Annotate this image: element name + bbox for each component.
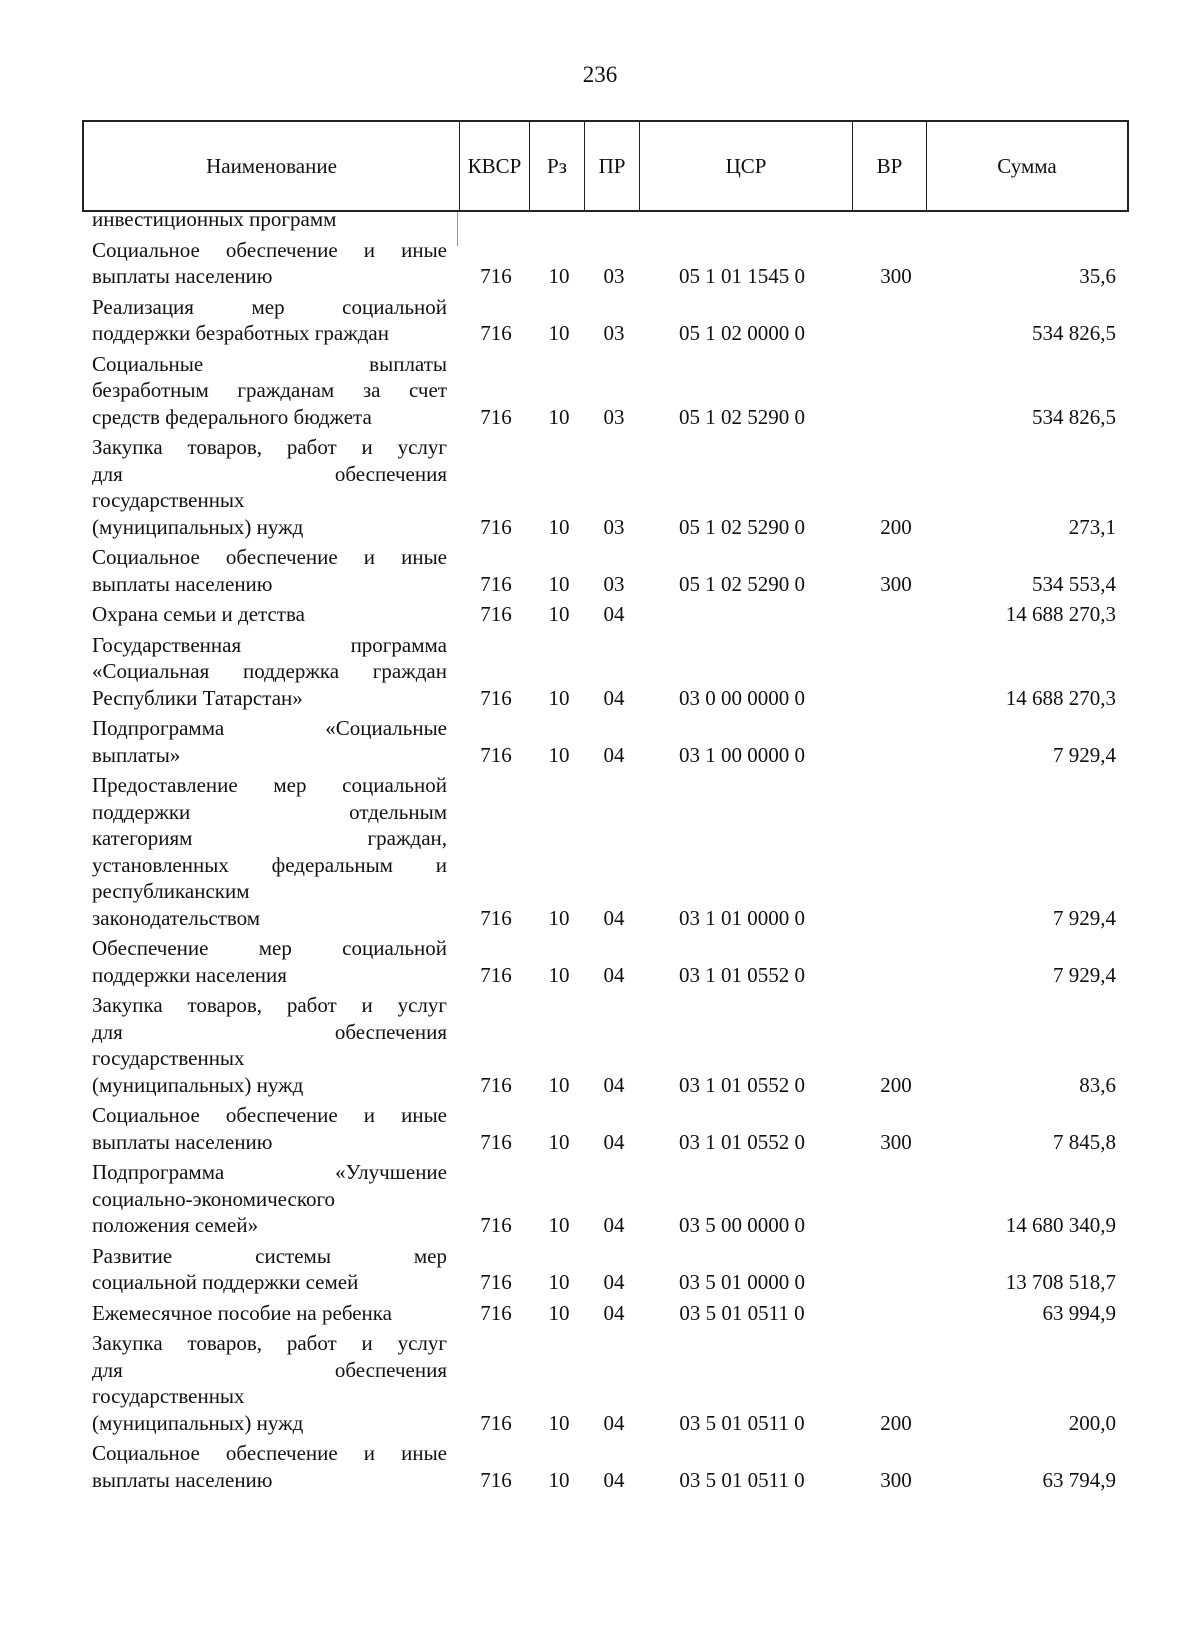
row-name-line: категориям граждан, <box>92 826 447 850</box>
row-name <box>92 601 447 628</box>
cell-sum: 7 929,4 <box>1053 905 1116 930</box>
cell-kvsr: 716 <box>480 264 512 288</box>
cell-kvsr: 716 <box>480 1129 512 1154</box>
row-name-line: Закупка товаров, работ и услуг <box>92 1331 447 1355</box>
row-name-line: Социальное обеспечение и иные <box>92 1103 447 1127</box>
cell-sum: 13 708 518,7 <box>1005 1270 1116 1294</box>
header-sum: Сумма <box>997 153 1057 178</box>
cell-sum: 83,6 <box>1079 1072 1116 1097</box>
cell-rz: 10 <box>548 571 570 596</box>
header-name: Наименование <box>84 122 460 210</box>
cell-sum: 14 688 270,3 <box>1005 602 1116 626</box>
cell-vr: 200 <box>880 1072 912 1097</box>
cell-vr: 300 <box>880 1467 912 1492</box>
row-name-line: для обеспечения <box>92 1019 447 1044</box>
cell-kvsr: 716 <box>480 1300 512 1325</box>
header-vr: ВР <box>853 122 927 210</box>
cell-rz: 10 <box>548 1270 570 1294</box>
cell-pr: 03 <box>603 264 625 288</box>
cell-csr: 05 1 02 5290 0 <box>679 404 805 429</box>
row-name <box>92 772 447 931</box>
cell-sum: 273,1 <box>1068 514 1116 539</box>
cell-rz: 10 <box>548 742 570 767</box>
cell-pr: 03 <box>603 571 625 596</box>
row-name-line: Реализация мер социальной <box>92 294 447 319</box>
cell-sum: 63 794,9 <box>1042 1467 1116 1492</box>
row-name-line: безработным гражданам за счет <box>92 378 447 402</box>
cell-csr: 03 1 01 0552 0 <box>679 1072 805 1097</box>
cell-pr: 04 <box>603 602 625 626</box>
row-name-line: республиканским <box>92 879 250 903</box>
cell-csr: 03 1 01 0552 0 <box>679 962 805 987</box>
row-name-line: законодательством <box>92 905 261 930</box>
row-name-line: (муниципальных) нужд <box>92 1410 304 1435</box>
cell-sum: 534 826,5 <box>1032 321 1116 345</box>
row-name-line: для обеспечения <box>92 461 447 486</box>
row-name <box>92 935 447 988</box>
cell-csr: 03 1 01 0552 0 <box>679 1129 805 1154</box>
cell-csr: 05 1 02 0000 0 <box>679 321 805 345</box>
cell-kvsr: 716 <box>480 962 512 987</box>
row-name <box>92 992 447 1098</box>
row-name <box>92 1102 447 1155</box>
cell-sum: 35,6 <box>1079 264 1116 288</box>
row-name-line: установленных федеральным и <box>92 852 447 877</box>
cell-csr: 05 1 02 5290 0 <box>679 571 805 596</box>
row-name-line: Обеспечение мер социальной <box>92 936 447 960</box>
cell-kvsr: 716 <box>480 1410 512 1435</box>
cell-kvsr: 716 <box>480 1213 512 1237</box>
cell-csr: 03 5 01 0511 0 <box>679 1467 805 1492</box>
row-name <box>92 544 447 597</box>
cell-rz: 10 <box>548 1467 570 1492</box>
cell-csr: 05 1 02 5290 0 <box>679 514 805 539</box>
cell-sum: 14 688 270,3 <box>1005 685 1116 710</box>
row-name-line: для обеспечения <box>92 1357 447 1382</box>
row-name <box>92 1300 447 1327</box>
row-name-line: выплаты населению <box>92 571 273 596</box>
row-name-line: Закупка товаров, работ и услуг <box>92 993 447 1017</box>
cell-sum: 534 826,5 <box>1032 404 1116 429</box>
cell-pr: 04 <box>603 1300 625 1325</box>
cell-rz: 10 <box>548 1129 570 1154</box>
cell-rz: 10 <box>548 404 570 429</box>
cell-sum: 7 929,4 <box>1053 742 1116 767</box>
cell-kvsr: 716 <box>480 602 512 626</box>
header-rz: Рз <box>530 122 585 210</box>
cell-rz: 10 <box>548 264 570 288</box>
cell-kvsr: 716 <box>480 1467 512 1492</box>
cell-rz: 10 <box>548 321 570 345</box>
cell-rz: 10 <box>548 1300 570 1325</box>
row-name-line: государственных <box>92 488 245 512</box>
row-name-line: положения семей» <box>92 1213 259 1237</box>
header-csr: ЦСР <box>640 122 853 210</box>
row-name <box>92 1440 447 1493</box>
cell-kvsr: 716 <box>480 1072 512 1097</box>
cell-vr: 200 <box>880 514 912 539</box>
row-name <box>92 237 447 290</box>
cell-pr: 04 <box>603 685 625 710</box>
row-name <box>92 632 447 712</box>
row-name-line: выплаты населению <box>92 264 273 288</box>
cell-pr: 03 <box>603 321 625 345</box>
row-name-line: Подпрограмма «Социальные <box>92 716 447 740</box>
row-name <box>92 715 447 768</box>
row-name-line: средств федерального бюджета <box>92 404 372 429</box>
row-name-line: Ежемесячное пособие на ребенка <box>92 1300 392 1325</box>
cell-kvsr: 716 <box>480 905 512 930</box>
cell-kvsr: 716 <box>480 404 512 429</box>
row-name-line: Закупка товаров, работ и услуг <box>92 435 447 459</box>
cell-kvsr: 716 <box>480 571 512 596</box>
row-name-line: выплаты населению <box>92 1129 273 1154</box>
cell-rz: 10 <box>548 962 570 987</box>
cell-pr: 04 <box>603 742 625 767</box>
row-name <box>92 434 447 540</box>
row-name-line: «Социальная поддержка граждан <box>92 659 447 683</box>
cell-rz: 10 <box>548 905 570 930</box>
cell-csr: 03 5 00 0000 0 <box>679 1213 805 1237</box>
cell-sum: 14 680 340,9 <box>1005 1213 1116 1237</box>
cell-csr: 03 5 01 0511 0 <box>679 1300 805 1325</box>
row-name-line: государственных <box>92 1384 245 1408</box>
cell-csr: 03 1 00 0000 0 <box>679 742 805 767</box>
row-name-line: инвестиционных программ <box>92 207 337 231</box>
row-name <box>92 1243 447 1296</box>
row-name-line: Республики Татарстан» <box>92 685 303 710</box>
row-name-line: поддержки населения <box>92 962 287 987</box>
row-name-line: Развитие системы мер <box>92 1243 447 1268</box>
cell-csr: 03 5 01 0000 0 <box>679 1270 805 1294</box>
cell-pr: 04 <box>603 905 625 930</box>
cell-pr: 04 <box>603 1213 625 1237</box>
header-kvsr: КВСР <box>460 122 530 210</box>
cell-kvsr: 716 <box>480 1270 512 1294</box>
row-name-line: выплаты» <box>92 742 181 767</box>
cell-csr: 03 5 01 0511 0 <box>679 1410 805 1435</box>
row-name-line: (муниципальных) нужд <box>92 1072 304 1097</box>
cell-sum: 7 845,8 <box>1053 1129 1116 1154</box>
cell-pr: 04 <box>603 1467 625 1492</box>
cell-vr: 300 <box>880 1129 912 1154</box>
row-name-line: поддержки безработных граждан <box>92 321 389 345</box>
cell-kvsr: 716 <box>480 321 512 345</box>
cell-pr: 03 <box>603 514 625 539</box>
cell-kvsr: 716 <box>480 514 512 539</box>
cell-kvsr: 716 <box>480 685 512 710</box>
row-name-line: Социальное обеспечение и иные <box>92 1441 447 1465</box>
cell-sum: 534 553,4 <box>1032 571 1116 596</box>
header-pr: ПР <box>585 122 640 210</box>
row-name-line: социальной поддержки семей <box>92 1270 359 1294</box>
row-name-line: (муниципальных) нужд <box>92 514 304 539</box>
cell-pr: 04 <box>603 1270 625 1294</box>
row-name-line: Социальное обеспечение и иные <box>92 545 447 569</box>
cell-pr: 04 <box>603 1410 625 1435</box>
row-name-line: государственных <box>92 1046 245 1070</box>
row-name <box>92 1159 447 1239</box>
cell-rz: 10 <box>548 1072 570 1097</box>
cell-pr: 04 <box>603 962 625 987</box>
cell-kvsr: 716 <box>480 742 512 767</box>
cell-rz: 10 <box>548 514 570 539</box>
cell-sum: 7 929,4 <box>1053 962 1116 987</box>
row-name-line: Предоставление мер социальной <box>92 773 447 797</box>
cell-rz: 10 <box>548 1213 570 1237</box>
row-name <box>92 351 447 431</box>
cell-rz: 10 <box>548 685 570 710</box>
cell-pr: 04 <box>603 1072 625 1097</box>
cell-sum: 200,0 <box>1068 1410 1116 1435</box>
cell-pr: 03 <box>603 404 625 429</box>
row-name-line: Социальные выплаты <box>92 351 447 376</box>
row-name <box>92 294 447 347</box>
cell-rz: 10 <box>548 602 570 626</box>
row-name-line: выплаты населению <box>92 1467 273 1492</box>
row-name-line: социально-экономического <box>92 1186 336 1211</box>
cell-csr: 03 0 00 0000 0 <box>679 685 805 710</box>
cell-vr: 200 <box>880 1410 912 1435</box>
row-name <box>92 1330 447 1436</box>
page-number: 236 <box>582 62 618 87</box>
row-name-line: Подпрограмма «Улучшение <box>92 1160 447 1184</box>
cell-vr: 300 <box>880 571 912 596</box>
cell-vr: 300 <box>880 264 912 288</box>
cell-csr: 05 1 01 1545 0 <box>679 264 805 288</box>
cell-csr: 03 1 01 0000 0 <box>679 905 805 930</box>
row-name-line: Государственная программа <box>92 632 447 657</box>
row-name-line: Социальное обеспечение и иные <box>92 237 447 262</box>
cell-sum: 63 994,9 <box>1042 1300 1116 1325</box>
cell-pr: 04 <box>603 1129 625 1154</box>
cell-rz: 10 <box>548 1410 570 1435</box>
row-name <box>92 206 447 233</box>
row-name-line: поддержки отдельным <box>92 799 447 824</box>
row-name-line: Охрана семьи и детства <box>92 602 305 626</box>
